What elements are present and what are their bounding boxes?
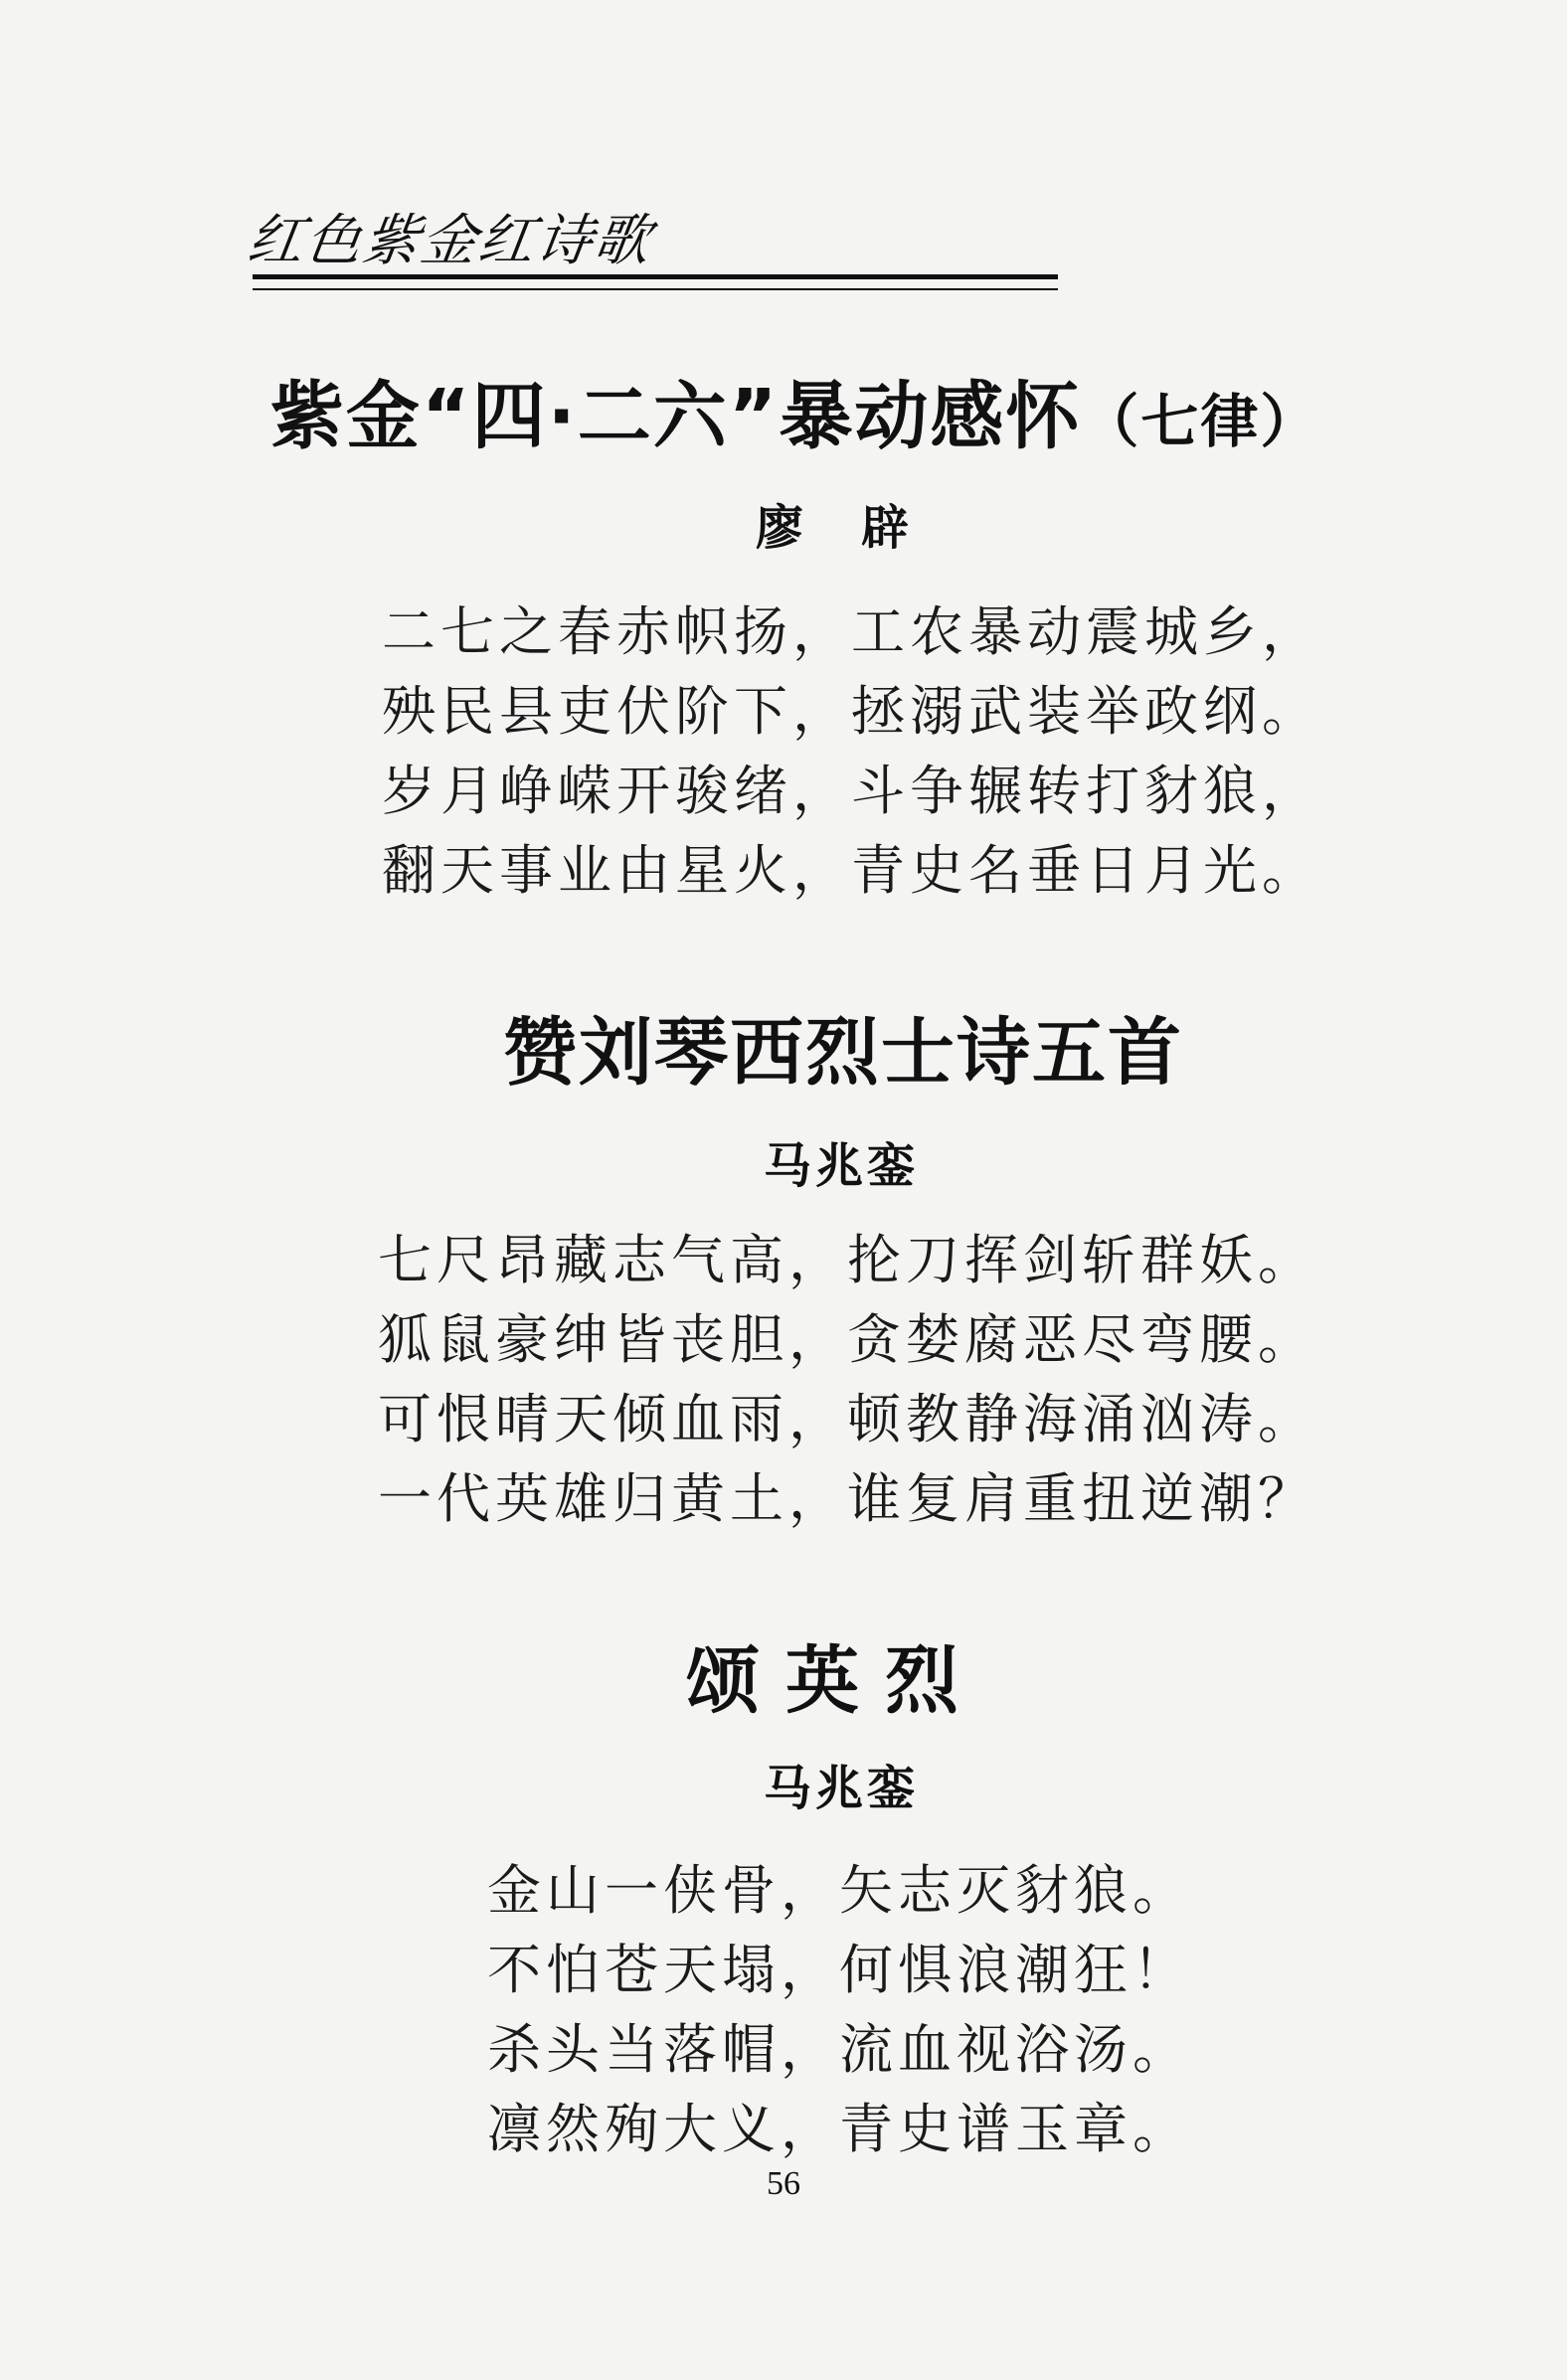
verse-line: 翻天事业由星火，青史名垂日月光。 xyxy=(382,839,1320,902)
header-rule-thick xyxy=(253,274,1058,279)
poem-verse xyxy=(378,1221,1316,1539)
verse-line: 可恨晴天倾血雨，顿教静海涌汹涛。 xyxy=(378,1388,1316,1450)
poem-title-text: 紫金“四·二六”暴动感怀 xyxy=(270,374,1082,459)
poem-title xyxy=(270,358,1319,463)
page-number: 56 xyxy=(767,2165,800,2202)
poem-verse xyxy=(382,593,1320,911)
verse-line: 一代英雄归黄土，谁复肩重扭逆潮？ xyxy=(378,1467,1316,1530)
poem-title: 颂英烈 xyxy=(686,1638,984,1724)
poem-author: 廖辟 xyxy=(756,500,967,556)
verse-line: 杀头当落帽，流血视浴汤。 xyxy=(487,2018,1191,2081)
verse-line: 岁月峥嵘开骏绪，斗争辗转打豺狼， xyxy=(382,760,1320,822)
header-rule-thin xyxy=(253,288,1058,290)
verse-line: 凛然殉大义，青史谱玉章。 xyxy=(487,2098,1191,2160)
verse-line: 殃民县吏伏阶下，拯溺武装举政纲。 xyxy=(382,680,1320,743)
verse-line: 七尺昂藏志气高，抡刀挥剑斩群妖。 xyxy=(378,1229,1316,1291)
poem-author: 马兆銮 xyxy=(764,1138,920,1194)
poem-verse xyxy=(487,1851,1191,2169)
running-header-title: 红色紫金红诗歌 xyxy=(243,209,656,273)
verse-line: 狐鼠豪绅皆丧胆，贪婪腐恶尽弯腰。 xyxy=(378,1308,1316,1371)
poem-title: 赞刘琴西烈士诗五首 xyxy=(503,1010,1183,1096)
verse-line: 二七之春赤帜扬，工农暴动震城乡， xyxy=(382,600,1320,663)
poem-author: 马兆銮 xyxy=(764,1761,920,1816)
poem-title-form: （七律） xyxy=(1081,388,1320,455)
verse-line: 金山一侠骨，矢志灭豺狼。 xyxy=(487,1859,1191,1922)
verse-line: 不怕苍天塌，何惧浪潮狂！ xyxy=(487,1939,1191,2001)
